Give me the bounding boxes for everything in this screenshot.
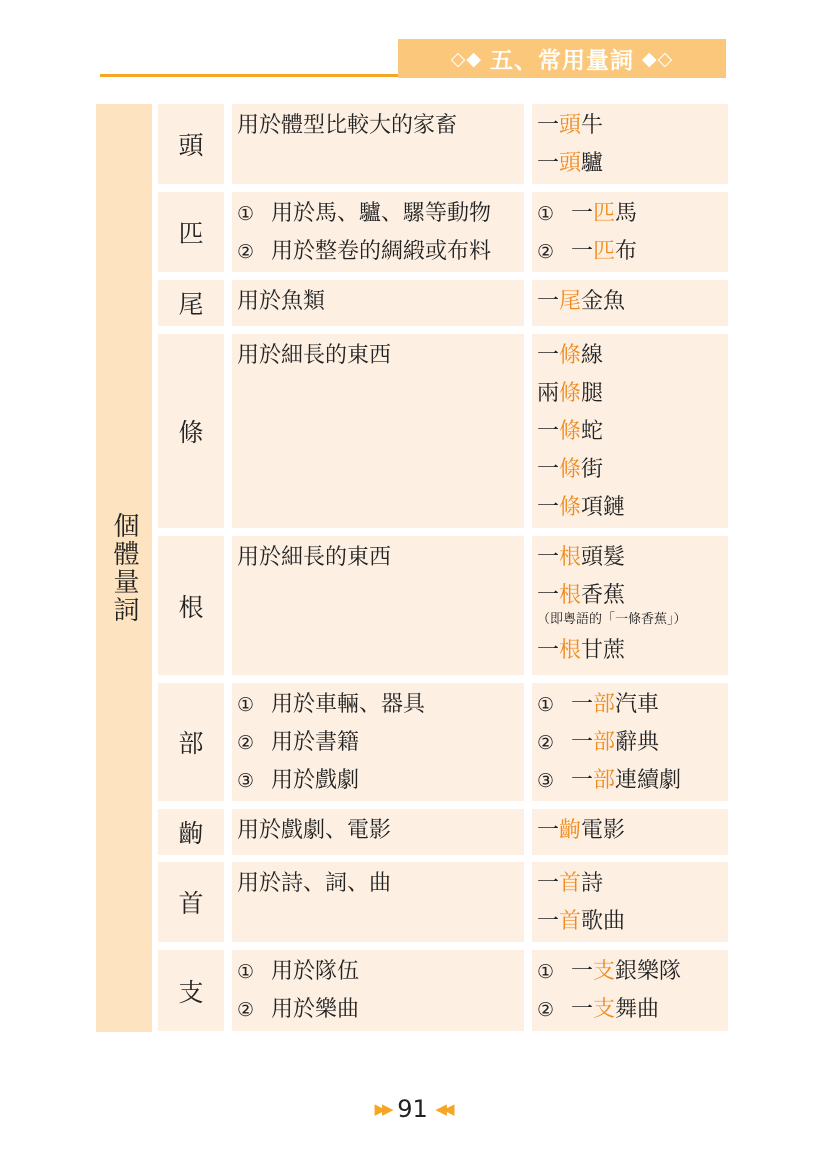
example-noun: 項鏈 <box>581 495 626 520</box>
example-prefix: 一 <box>537 457 560 482</box>
example-line <box>532 283 728 321</box>
example-prefix: 一 <box>537 495 560 520</box>
classifier-word: 條 <box>158 334 224 528</box>
item-number: ① <box>237 203 255 225</box>
arrow-right-icon: ▶▶ <box>374 1100 390 1118</box>
example-noun: 電影 <box>581 818 626 843</box>
table-row <box>158 104 728 184</box>
example-classifier: 條 <box>559 495 582 520</box>
usage-line: 用於詩、詞、曲 <box>237 871 392 896</box>
example-cell <box>532 192 728 272</box>
usage-text: 用於樂曲 <box>271 997 360 1022</box>
example-prefix: 一 <box>571 730 594 755</box>
example-cell <box>532 809 728 855</box>
example-classifier: 根 <box>559 638 582 663</box>
example-note: （即粵語的「一條香蕉」） <box>537 612 687 627</box>
section-header <box>398 39 726 78</box>
example-line <box>532 107 728 145</box>
classifier-word: 根 <box>158 536 224 675</box>
example-noun: 詩 <box>581 871 604 896</box>
item-number: ② <box>537 999 555 1021</box>
example-classifier: 匹 <box>593 239 616 264</box>
example-line <box>532 903 728 941</box>
table-row <box>158 536 728 675</box>
usage-line <box>232 991 524 1029</box>
example-noun: 汽車 <box>615 692 660 717</box>
example-prefix: 一 <box>571 239 594 264</box>
classifier-word: 匹 <box>158 192 224 272</box>
classifier-word: 頭 <box>158 104 224 184</box>
example-noun: 連續劇 <box>615 768 682 793</box>
usage-cell <box>232 950 524 1031</box>
example-prefix: 一 <box>537 909 560 934</box>
example-prefix: 一 <box>571 768 594 793</box>
usage-cell <box>232 104 524 184</box>
example-line <box>532 953 728 991</box>
usage-cell <box>232 334 524 528</box>
example-classifier: 條 <box>559 343 582 368</box>
example-prefix: 一 <box>537 419 560 444</box>
example-cell <box>532 536 728 675</box>
example-noun: 布 <box>615 239 638 264</box>
category-label-text: 個體量詞 <box>109 512 139 624</box>
example-classifier: 尾 <box>559 289 582 314</box>
example-cell <box>532 104 728 184</box>
table-row <box>158 192 728 272</box>
example-line <box>532 686 728 724</box>
example-classifier: 頭 <box>559 151 582 176</box>
usage-text: 用於書籍 <box>271 730 360 755</box>
example-prefix: 一 <box>537 113 560 138</box>
example-classifier: 齣 <box>559 818 582 843</box>
table-row <box>158 683 728 801</box>
example-prefix: 一 <box>537 545 560 570</box>
example-classifier: 條 <box>559 419 582 444</box>
example-cell <box>532 950 728 1031</box>
classifier-word: 齣 <box>158 809 224 855</box>
example-noun: 甘蔗 <box>581 638 626 663</box>
usage-line <box>232 762 524 800</box>
example-line <box>532 375 728 413</box>
example-cell <box>532 862 728 942</box>
example-line <box>532 762 728 800</box>
example-classifier: 支 <box>593 997 616 1022</box>
example-line <box>532 195 728 233</box>
table-row <box>158 334 728 528</box>
example-noun: 蛇 <box>581 419 604 444</box>
item-number: ② <box>237 999 255 1021</box>
example-classifier: 頭 <box>559 113 582 138</box>
usage-line <box>232 195 524 233</box>
example-prefix: 一 <box>537 343 560 368</box>
usage-cell <box>232 280 524 326</box>
example-line <box>532 865 728 903</box>
example-noun: 香蕉 <box>581 583 626 608</box>
example-classifier: 首 <box>559 871 582 896</box>
usage-line: 用於體型比較大的家畜 <box>237 113 458 138</box>
page-number-text: 91 <box>397 1095 428 1123</box>
item-number: ② <box>537 732 555 754</box>
example-prefix: 兩 <box>537 381 560 406</box>
section-title: 五、常用量詞 <box>490 48 634 74</box>
usage-line: 用於細長的東西 <box>237 343 392 368</box>
item-number: ① <box>237 961 255 983</box>
item-number: ③ <box>537 770 555 792</box>
example-prefix: 一 <box>537 151 560 176</box>
example-noun: 歌曲 <box>581 909 626 934</box>
example-noun: 銀樂隊 <box>615 959 682 984</box>
example-noun: 辭典 <box>615 730 660 755</box>
example-line <box>532 451 728 489</box>
example-noun: 頭髮 <box>581 545 626 570</box>
example-noun: 驢 <box>581 151 604 176</box>
example-prefix: 一 <box>537 583 560 608</box>
usage-cell <box>232 862 524 942</box>
example-prefix: 一 <box>537 289 560 314</box>
example-cell <box>532 280 728 326</box>
table-row <box>158 862 728 942</box>
table-row <box>158 809 728 855</box>
usage-line: 用於細長的東西 <box>237 545 392 570</box>
example-cell <box>532 334 728 528</box>
usage-text: 用於馬、驢、騾等動物 <box>271 201 492 226</box>
usage-line <box>232 686 524 724</box>
example-line <box>532 991 728 1029</box>
table-row <box>158 950 728 1031</box>
item-number: ① <box>537 961 555 983</box>
example-line <box>532 413 728 451</box>
example-classifier: 部 <box>593 768 616 793</box>
example-noun: 牛 <box>581 113 604 138</box>
usage-text: 用於整卷的綢緞或布料 <box>271 239 492 264</box>
item-number: ① <box>237 694 255 716</box>
usage-line: 用於戲劇、電影 <box>237 818 392 843</box>
item-number: ① <box>537 203 555 225</box>
example-classifier: 首 <box>559 909 582 934</box>
example-line <box>532 812 728 850</box>
example-classifier: 根 <box>559 545 582 570</box>
usage-text: 用於車輛、器具 <box>271 692 426 717</box>
example-prefix: 一 <box>537 818 560 843</box>
example-classifier: 部 <box>593 692 616 717</box>
usage-cell <box>232 192 524 272</box>
example-noun: 腿 <box>581 381 604 406</box>
usage-cell <box>232 809 524 855</box>
usage-line: 用於魚類 <box>237 289 326 314</box>
category-label <box>96 104 152 1032</box>
classifier-word: 尾 <box>158 280 224 326</box>
example-prefix: 一 <box>571 959 594 984</box>
diamond-deco-icon: ◇◆ <box>450 47 482 70</box>
usage-line <box>232 953 524 991</box>
example-classifier: 匹 <box>593 201 616 226</box>
example-classifier: 支 <box>593 959 616 984</box>
item-number: ② <box>237 241 255 263</box>
usage-text: 用於隊伍 <box>271 959 360 984</box>
example-line <box>532 489 728 527</box>
example-prefix: 一 <box>537 871 560 896</box>
item-number: ③ <box>237 770 255 792</box>
classifier-word: 支 <box>158 950 224 1031</box>
usage-cell <box>232 683 524 801</box>
example-noun: 線 <box>581 343 604 368</box>
header-rule <box>100 74 400 77</box>
example-line <box>532 337 728 375</box>
item-number: ① <box>537 694 555 716</box>
table-row <box>158 280 728 326</box>
item-number: ② <box>537 241 555 263</box>
example-noun: 金魚 <box>581 289 626 314</box>
classifier-word: 首 <box>158 862 224 942</box>
example-classifier: 根 <box>559 583 582 608</box>
example-line <box>532 233 728 271</box>
page-number <box>0 1095 825 1123</box>
usage-line <box>232 724 524 762</box>
example-prefix: 一 <box>537 638 560 663</box>
example-line <box>532 632 728 670</box>
example-noun: 馬 <box>615 201 638 226</box>
usage-line <box>232 233 524 271</box>
diamond-deco-icon: ◆◇ <box>642 47 674 70</box>
example-noun: 舞曲 <box>615 997 660 1022</box>
usage-text: 用於戲劇 <box>271 768 360 793</box>
example-prefix: 一 <box>571 692 594 717</box>
example-line <box>532 724 728 762</box>
classifier-word: 部 <box>158 683 224 801</box>
usage-cell <box>232 536 524 675</box>
example-prefix: 一 <box>571 201 594 226</box>
example-classifier: 條 <box>559 381 582 406</box>
example-classifier: 部 <box>593 730 616 755</box>
arrow-left-icon: ◀◀ <box>435 1100 451 1118</box>
example-noun: 街 <box>581 457 604 482</box>
example-classifier: 條 <box>559 457 582 482</box>
example-cell <box>532 683 728 801</box>
example-prefix: 一 <box>571 997 594 1022</box>
example-line <box>532 145 728 183</box>
example-line <box>532 539 728 577</box>
item-number: ② <box>237 732 255 754</box>
